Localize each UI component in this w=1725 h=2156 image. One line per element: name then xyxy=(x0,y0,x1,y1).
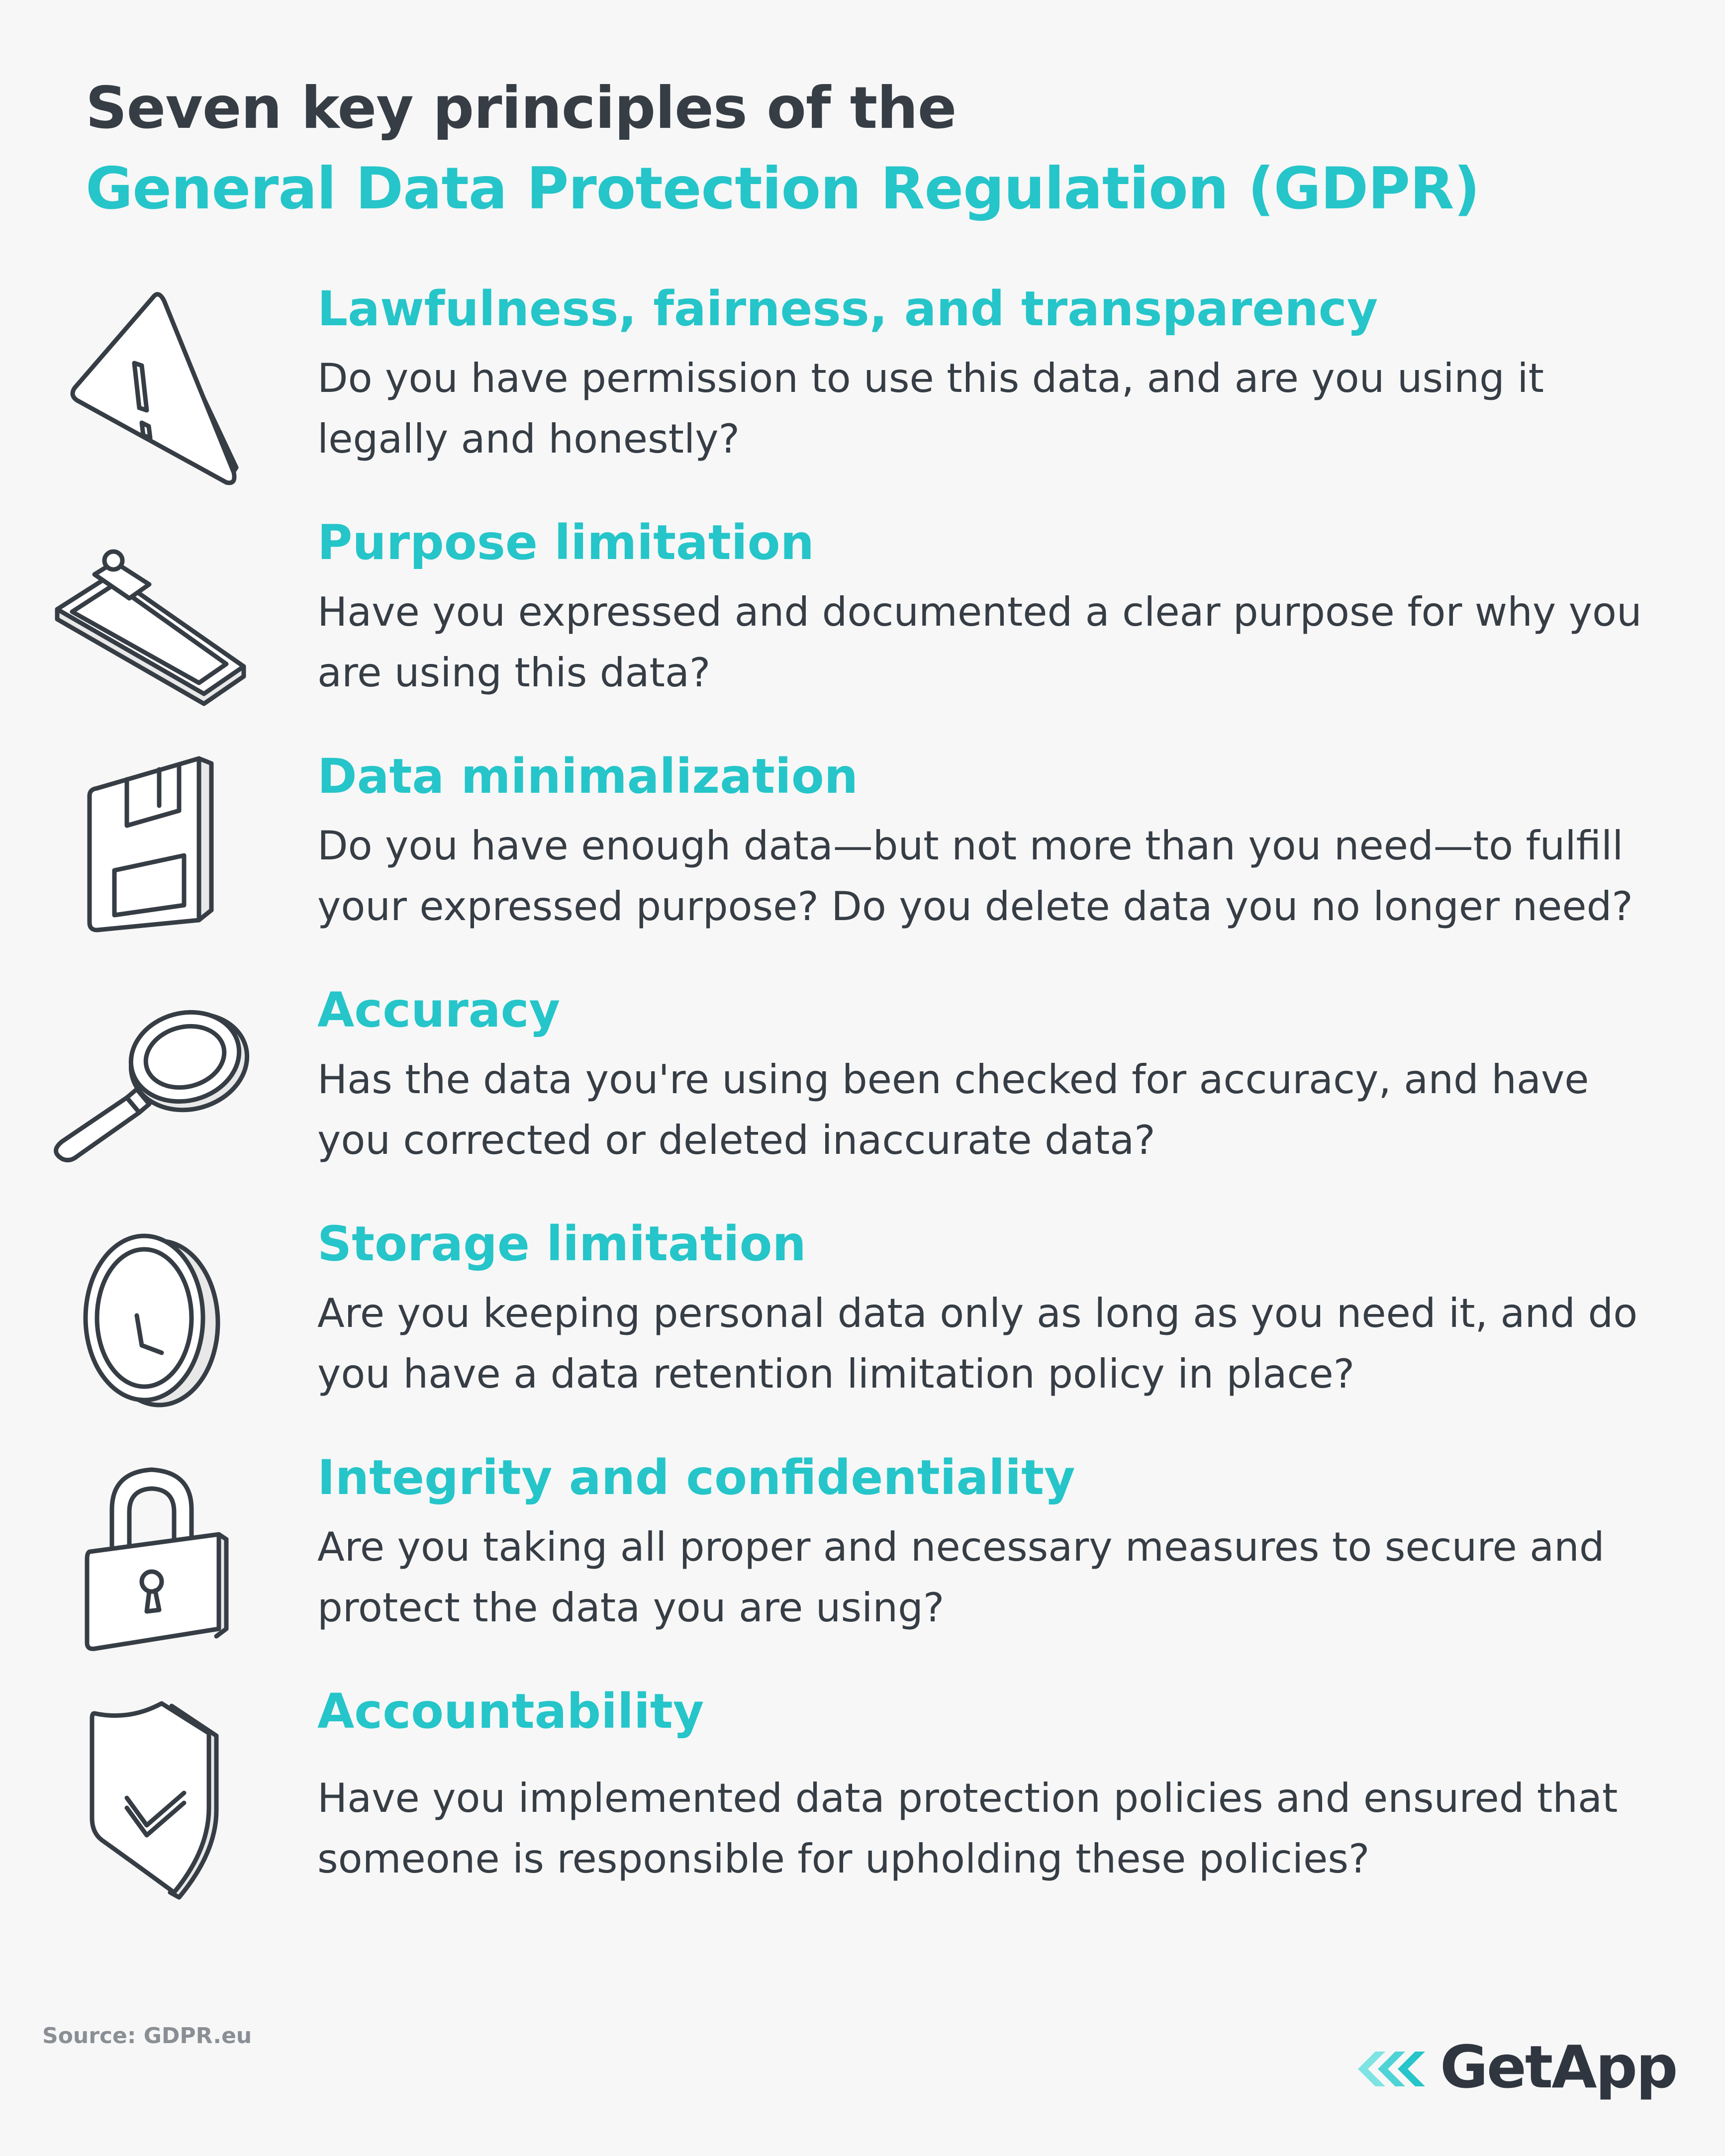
principle-title: Lawfulness, fairness, and transparency xyxy=(317,281,1378,337)
principle-description: Do you have permission to use this data, and are you using it legally and honestly? xyxy=(317,355,1544,462)
principle-title: Storage limitation xyxy=(317,1216,806,1272)
principle-integrity-confidentiality xyxy=(0,1450,1725,1684)
page-title-line2: General Data Protection Regulation (GDPR) xyxy=(86,155,1480,222)
principle-purpose-limitation xyxy=(0,515,1725,749)
shield-check-icon xyxy=(40,1684,259,1902)
principle-description: Are you taking all proper and necessary measures to secure and protect the data you are using? xyxy=(317,1524,1605,1631)
getapp-logo-icon xyxy=(1353,2032,1438,2106)
warning-triangle-icon xyxy=(40,281,259,500)
getapp-logo-text: GetApp xyxy=(1440,2033,1677,2101)
principle-title: Data minimalization xyxy=(317,749,859,804)
clipboard-icon xyxy=(40,515,259,734)
principle-title: Accuracy xyxy=(317,982,561,1038)
principle-accountability xyxy=(0,1684,1725,1917)
principle-description: Has the data you're using been checked for accuracy, and have you corrected or deleted inaccurate data? xyxy=(317,1056,1589,1163)
magnifying-glass-icon xyxy=(40,982,259,1201)
clock-icon xyxy=(40,1216,259,1435)
principle-title: Integrity and confidentiality xyxy=(317,1450,1075,1505)
page-title-line1: Seven key principles of the xyxy=(86,75,957,142)
principle-title: Purpose limitation xyxy=(317,515,814,570)
principle-lawfulness xyxy=(0,281,1725,515)
padlock-icon xyxy=(40,1450,259,1669)
source-note: Source: GDPR.eu xyxy=(42,2023,252,2049)
principle-accuracy xyxy=(0,982,1725,1216)
principle-data-minimalization xyxy=(0,749,1725,982)
principle-title: Accountability xyxy=(317,1684,704,1739)
principle-description: Do you have enough data—but not more than you need—to fulfill your expressed purpose? Do you delete data you no longer need? xyxy=(317,823,1633,930)
principle-description: Are you keeping personal data only as long as you need it, and do you have a data retention limitation policy in place? xyxy=(317,1290,1638,1397)
getapp-logo xyxy=(1353,2032,1701,2106)
floppy-disk-icon xyxy=(40,749,259,967)
principle-description: Have you expressed and documented a clear purpose for why you are using this data? xyxy=(317,589,1642,696)
principle-description: Have you implemented data protection policies and ensured that someone is responsible for upholding these policies? xyxy=(317,1775,1618,1882)
principle-storage-limitation xyxy=(0,1216,1725,1450)
